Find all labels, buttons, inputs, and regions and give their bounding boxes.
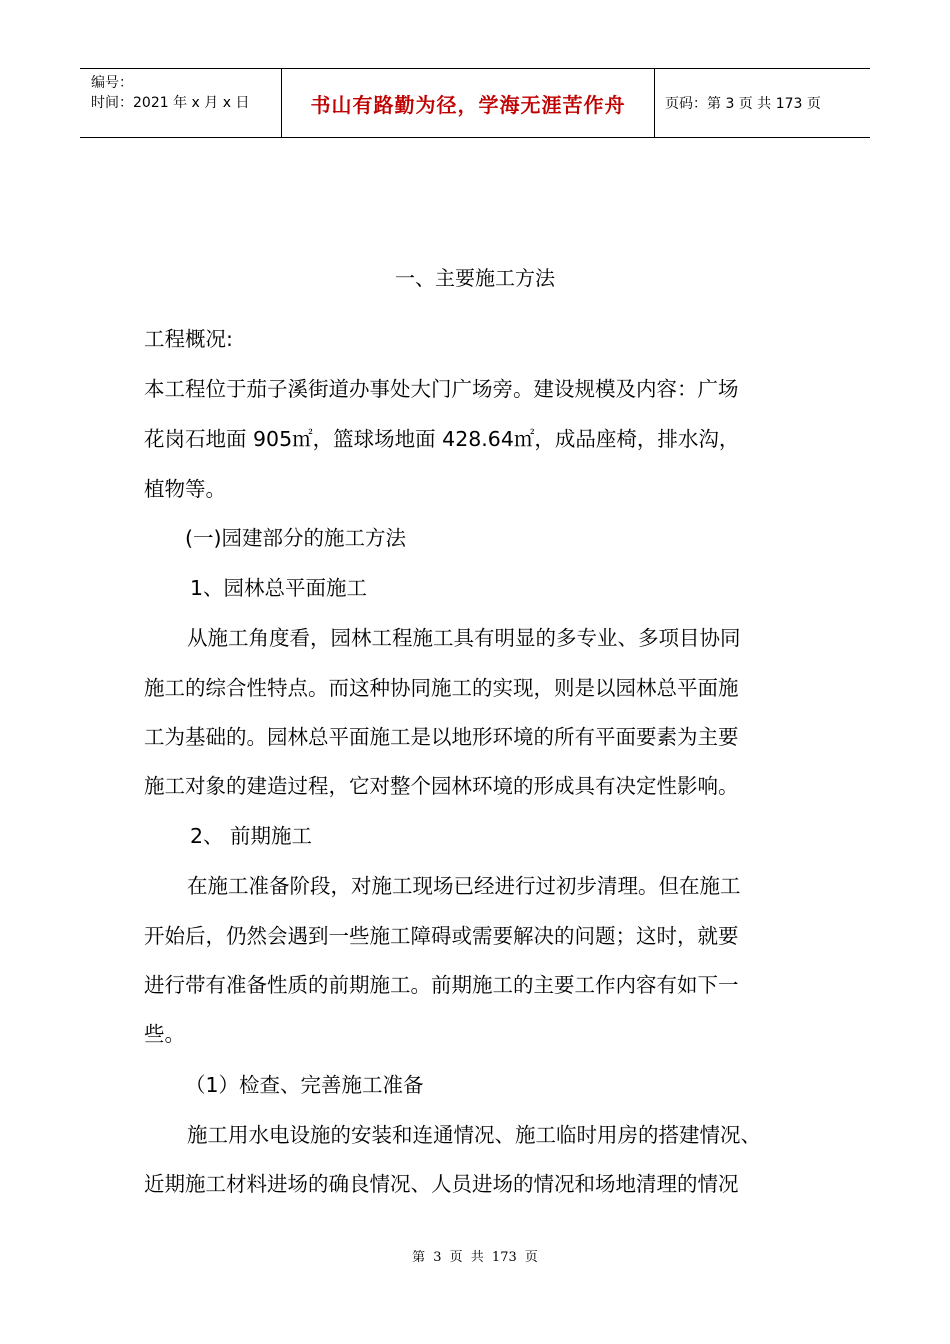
- paragraph-line: 近期施工材料进场的确良情况、人员进场的情况和场地清理的情况: [144, 1172, 739, 1196]
- paragraph-line: 施工的综合性特点。而这种协同施工的实现，则是以园林总平面施: [144, 676, 739, 700]
- header-page-info: 页码：第 3 页 共 173 页: [665, 96, 821, 112]
- paragraph-line: 工为基础的。园林总平面施工是以地形环境的所有平面要素为主要: [144, 725, 739, 749]
- heading-overview: 工程概况:: [144, 327, 233, 351]
- header-meta: [80, 69, 281, 137]
- paragraph-line: 从施工角度看，园林工程施工具有明显的多专业、多项目协同: [187, 626, 741, 650]
- time-label: 时间：2021 年 x 月 x 日: [91, 95, 250, 111]
- paragraph-line: 在施工准备阶段，对施工现场已经进行过初步清理。但在施工: [187, 874, 741, 898]
- section-title: 一、主要施工方法: [395, 266, 555, 290]
- subheading-check: （1）检查、完善施工准备: [185, 1073, 424, 1097]
- header-motto: 书山有路勤为径，学海无涯苦作舟: [281, 69, 655, 137]
- page-header: [80, 68, 870, 138]
- subheading-landscape: (一)园建部分的施工方法: [185, 526, 406, 550]
- paragraph-line: 本工程位于茄子溪街道办事处大门广场旁。建设规模及内容：广场: [144, 377, 739, 401]
- number-label: 编号：: [91, 75, 133, 91]
- subheading-2: 2、 前期施工: [190, 824, 313, 848]
- paragraph-line: 植物等。: [144, 477, 226, 501]
- subheading-1: 1、园林总平面施工: [190, 576, 368, 600]
- paragraph-line: 施工用水电设施的安装和连通情况、施工临时用房的搭建情况、: [187, 1123, 761, 1147]
- paragraph-line: 开始后，仍然会遇到一些施工障碍或需要解决的问题；这时，就要: [144, 924, 739, 948]
- paragraph-line: 些。: [144, 1022, 185, 1046]
- page-footer: 第 3 页 共 173 页: [412, 1250, 538, 1265]
- paragraph-line: 施工对象的建造过程，它对整个园林环境的形成具有决定性影响。: [144, 774, 739, 798]
- paragraph-line: 花岗石地面 905㎡，篮球场地面 428.64㎡，成品座椅，排水沟，: [144, 427, 740, 451]
- paragraph-line: 进行带有准备性质的前期施工。前期施工的主要工作内容有如下一: [144, 973, 739, 997]
